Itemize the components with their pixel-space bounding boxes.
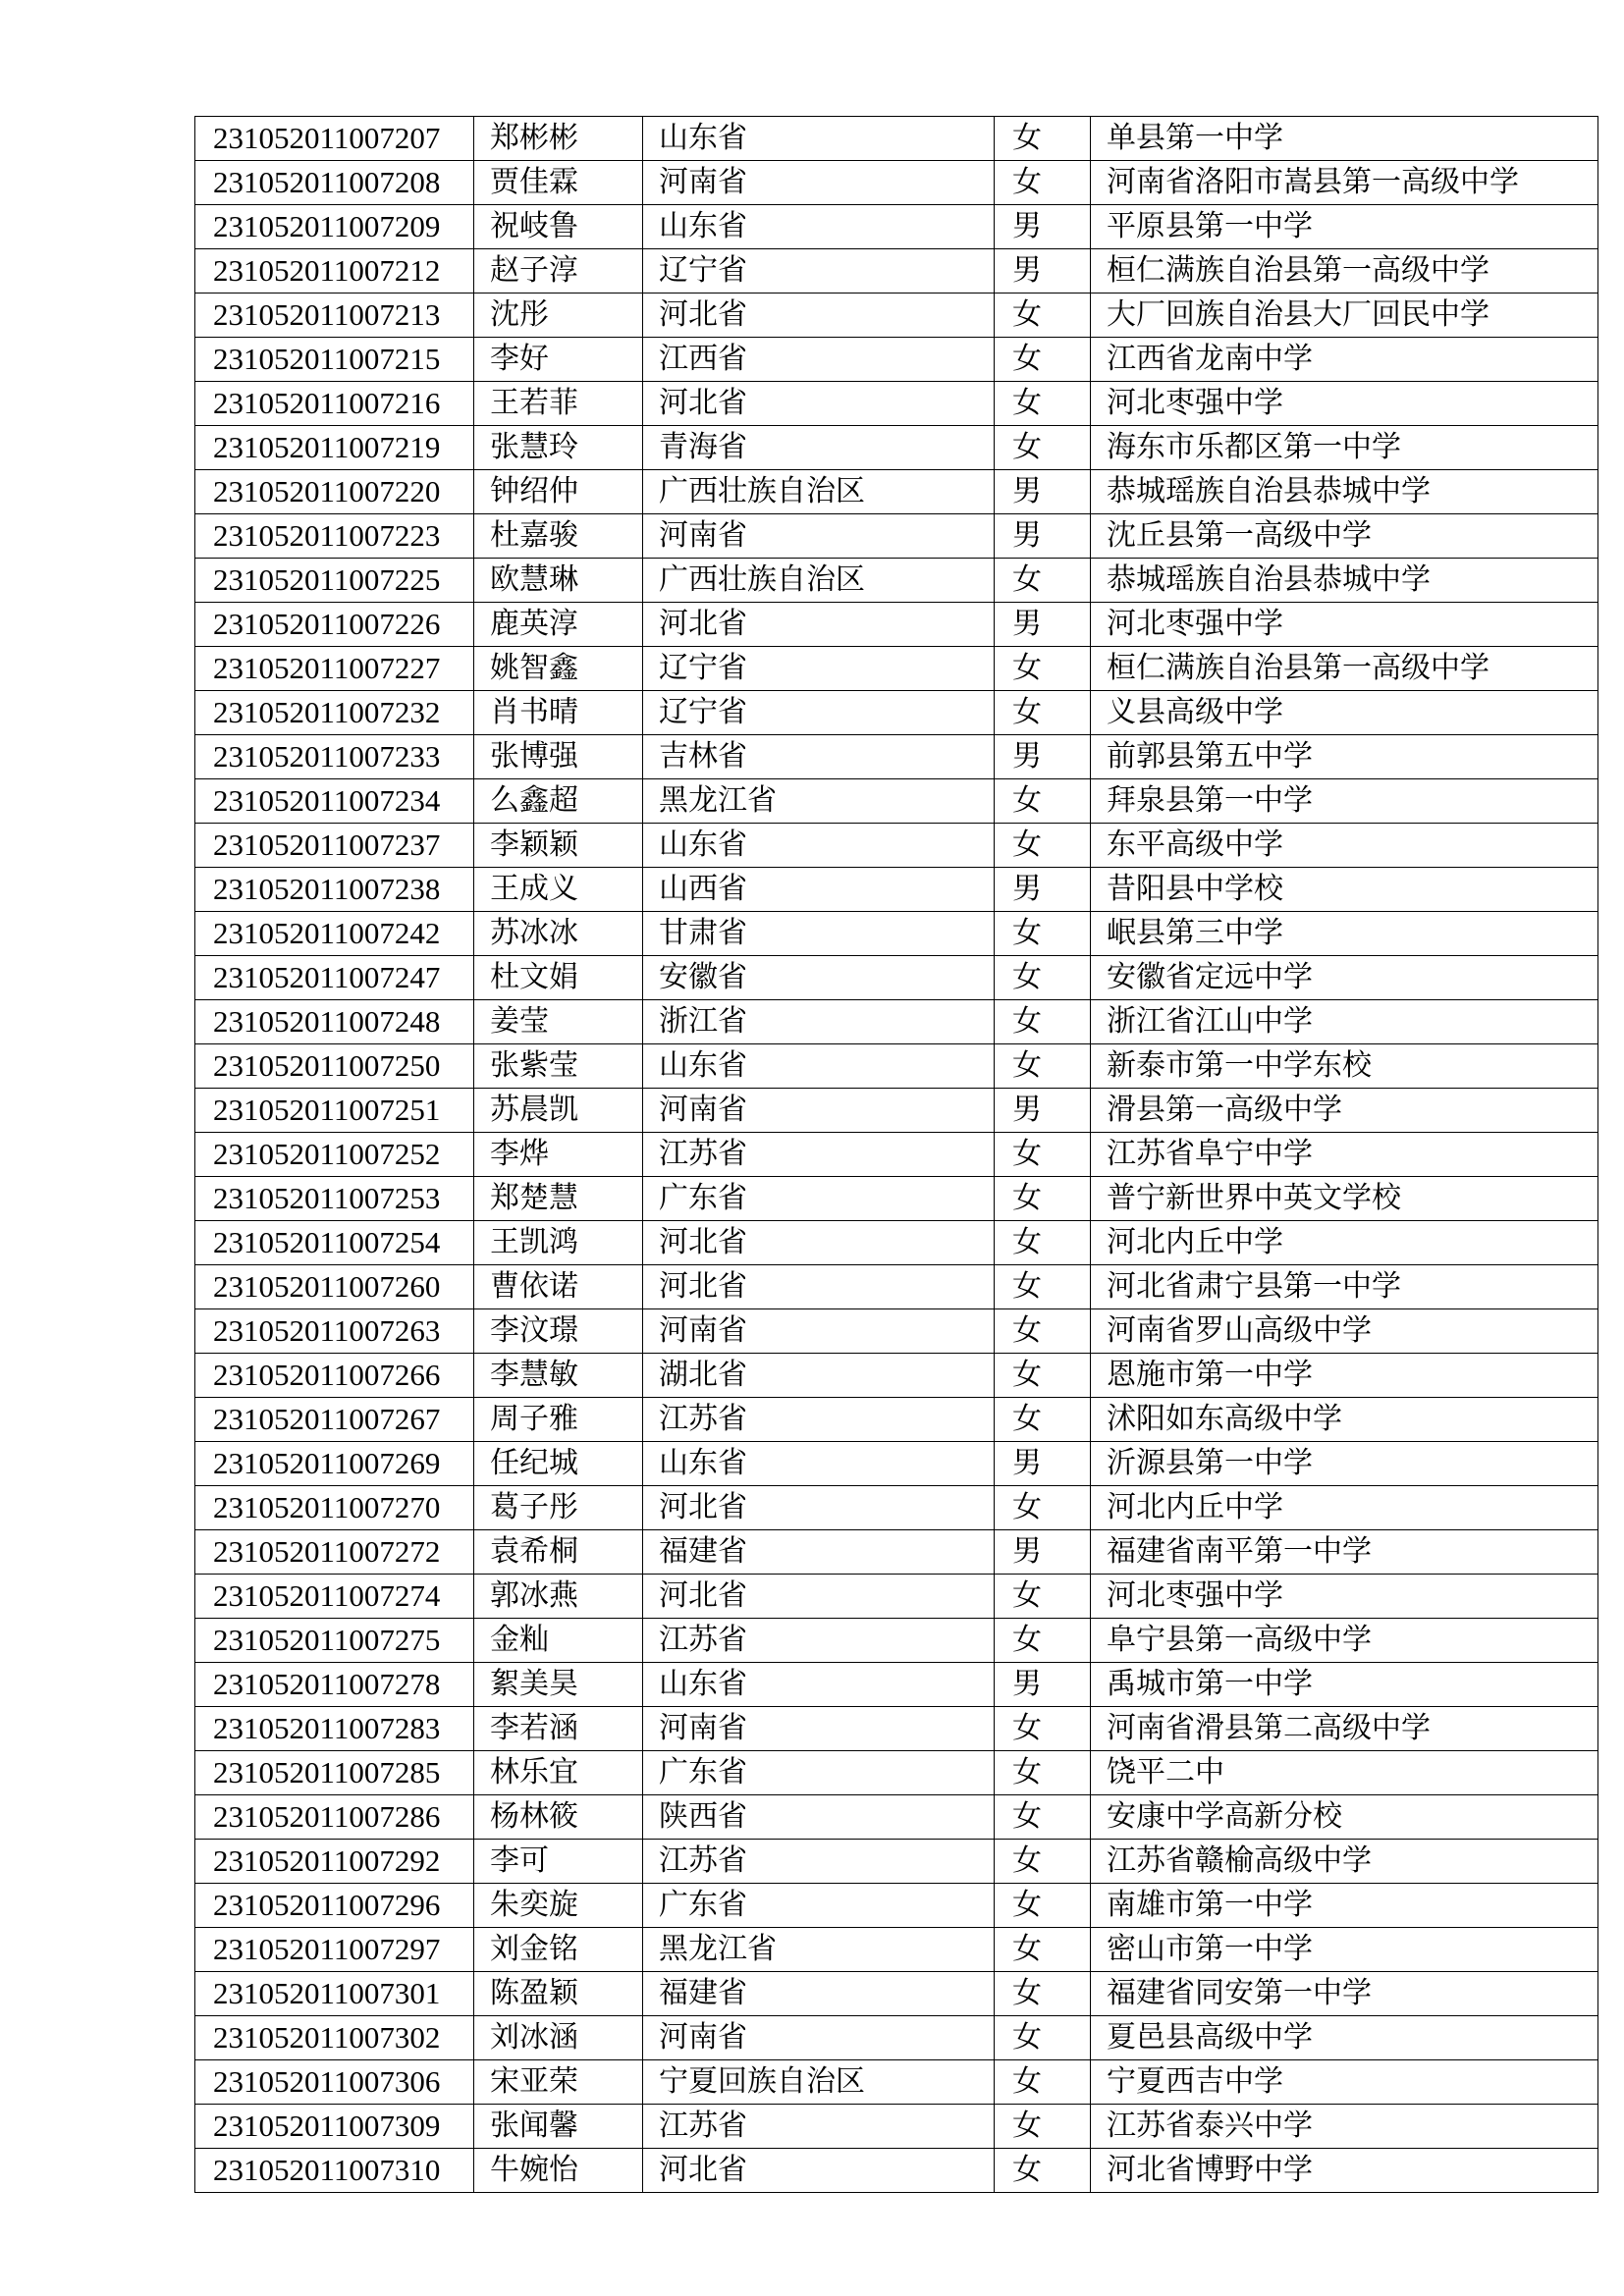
school-cell: 桓仁满族自治县第一高级中学 [1091,647,1598,691]
name-cell: 李若涵 [474,1707,643,1751]
table-row [195,249,1598,294]
gender-cell: 男 [995,603,1091,647]
gender-cell: 女 [995,1398,1091,1442]
name-cell: 李慧敏 [474,1354,643,1398]
table-row [195,338,1598,382]
gender-cell: 女 [995,1000,1091,1044]
province-cell: 广西壮族自治区 [643,470,995,514]
table-row [195,1133,1598,1177]
gender-cell: 男 [995,1442,1091,1486]
student-id-cell: 231052011007212 [195,249,474,294]
student-id-cell: 231052011007251 [195,1089,474,1133]
student-id-cell: 231052011007274 [195,1575,474,1619]
province-cell: 河北省 [643,382,995,426]
gender-cell: 女 [995,338,1091,382]
table-row [195,1044,1598,1089]
province-cell: 福建省 [643,1530,995,1575]
school-cell: 滑县第一高级中学 [1091,1089,1598,1133]
province-cell: 甘肃省 [643,912,995,956]
table-row [195,382,1598,426]
school-cell: 河北内丘中学 [1091,1221,1598,1265]
gender-cell: 女 [995,2149,1091,2193]
gender-cell: 女 [995,647,1091,691]
table-row [195,868,1598,912]
table-row [195,1398,1598,1442]
gender-cell: 女 [995,779,1091,824]
province-cell: 山东省 [643,205,995,249]
school-cell: 安徽省定远中学 [1091,956,1598,1000]
table-row [195,1442,1598,1486]
student-id-cell: 231052011007209 [195,205,474,249]
school-cell: 禹城市第一中学 [1091,1663,1598,1707]
table-row [195,1530,1598,1575]
student-id-cell: 231052011007254 [195,1221,474,1265]
gender-cell: 女 [995,1972,1091,2016]
student-id-cell: 231052011007310 [195,2149,474,2193]
school-cell: 宁夏西吉中学 [1091,2060,1598,2105]
school-cell: 普宁新世界中英文学校 [1091,1177,1598,1221]
gender-cell: 女 [995,2016,1091,2060]
name-cell: 肖书晴 [474,691,643,735]
table-row [195,1000,1598,1044]
student-id-cell: 231052011007292 [195,1840,474,1884]
school-cell: 河北省肃宁县第一中学 [1091,1265,1598,1309]
province-cell: 广东省 [643,1884,995,1928]
student-id-cell: 231052011007234 [195,779,474,824]
province-cell: 河南省 [643,1707,995,1751]
province-cell: 河南省 [643,1089,995,1133]
name-cell: 李可 [474,1840,643,1884]
gender-cell: 女 [995,559,1091,603]
name-cell: 曹依诺 [474,1265,643,1309]
province-cell: 江苏省 [643,1133,995,1177]
school-cell: 沭阳如东高级中学 [1091,1398,1598,1442]
name-cell: 李颖颖 [474,824,643,868]
province-cell: 辽宁省 [643,691,995,735]
province-cell: 浙江省 [643,1000,995,1044]
name-cell: 郭冰燕 [474,1575,643,1619]
province-cell: 江苏省 [643,1398,995,1442]
table-row [195,824,1598,868]
province-cell: 辽宁省 [643,647,995,691]
school-cell: 密山市第一中学 [1091,1928,1598,1972]
table-row [195,2060,1598,2105]
school-cell: 河北枣强中学 [1091,382,1598,426]
student-id-cell: 231052011007309 [195,2105,474,2149]
student-id-cell: 231052011007223 [195,514,474,559]
student-id-cell: 231052011007215 [195,338,474,382]
name-cell: 牛婉怡 [474,2149,643,2193]
student-id-cell: 231052011007238 [195,868,474,912]
name-cell: 鹿英淳 [474,603,643,647]
province-cell: 江西省 [643,338,995,382]
province-cell: 河南省 [643,514,995,559]
school-cell: 河北省博野中学 [1091,2149,1598,2193]
gender-cell: 女 [995,1309,1091,1354]
school-cell: 昔阳县中学校 [1091,868,1598,912]
name-cell: 欧慧琳 [474,559,643,603]
student-id-cell: 231052011007208 [195,161,474,205]
table-row [195,912,1598,956]
gender-cell: 女 [995,691,1091,735]
name-cell: 刘冰涵 [474,2016,643,2060]
province-cell: 河北省 [643,294,995,338]
province-cell: 黑龙江省 [643,1928,995,1972]
school-cell: 江苏省泰兴中学 [1091,2105,1598,2149]
province-cell: 河北省 [643,1265,995,1309]
school-cell: 河北内丘中学 [1091,1486,1598,1530]
name-cell: 杜文娟 [474,956,643,1000]
school-cell: 安康中学高新分校 [1091,1795,1598,1840]
student-id-cell: 231052011007283 [195,1707,474,1751]
name-cell: 苏冰冰 [474,912,643,956]
province-cell: 河北省 [643,603,995,647]
student-id-cell: 231052011007213 [195,294,474,338]
school-cell: 岷县第三中学 [1091,912,1598,956]
table-row [195,691,1598,735]
table-row [195,2149,1598,2193]
province-cell: 吉林省 [643,735,995,779]
student-id-cell: 231052011007237 [195,824,474,868]
student-id-cell: 231052011007216 [195,382,474,426]
student-id-cell: 231052011007297 [195,1928,474,1972]
gender-cell: 男 [995,735,1091,779]
school-cell: 南雄市第一中学 [1091,1884,1598,1928]
gender-cell: 女 [995,1619,1091,1663]
student-id-cell: 231052011007227 [195,647,474,691]
name-cell: 姜莹 [474,1000,643,1044]
gender-cell: 男 [995,868,1091,912]
province-cell: 广西壮族自治区 [643,559,995,603]
gender-cell: 女 [995,2060,1091,2105]
student-id-cell: 231052011007269 [195,1442,474,1486]
gender-cell: 女 [995,824,1091,868]
name-cell: 林乐宜 [474,1751,643,1795]
province-cell: 江苏省 [643,1619,995,1663]
table-row [195,470,1598,514]
school-cell: 拜泉县第一中学 [1091,779,1598,824]
school-cell: 河南省罗山高级中学 [1091,1309,1598,1354]
school-cell: 夏邑县高级中学 [1091,2016,1598,2060]
province-cell: 山东省 [643,1663,995,1707]
gender-cell: 女 [995,294,1091,338]
province-cell: 山东省 [643,1044,995,1089]
gender-cell: 女 [995,117,1091,161]
student-id-cell: 231052011007263 [195,1309,474,1354]
name-cell: 张慧玲 [474,426,643,470]
province-cell: 河北省 [643,1486,995,1530]
school-cell: 河北枣强中学 [1091,603,1598,647]
school-cell: 海东市乐都区第一中学 [1091,426,1598,470]
table-row [195,1707,1598,1751]
student-id-cell: 231052011007272 [195,1530,474,1575]
province-cell: 福建省 [643,1972,995,2016]
name-cell: 宋亚荣 [474,2060,643,2105]
name-cell: 姚智鑫 [474,647,643,691]
student-id-cell: 231052011007278 [195,1663,474,1707]
gender-cell: 女 [995,1221,1091,1265]
student-id-cell: 231052011007232 [195,691,474,735]
school-cell: 大厂回族自治县大厂回民中学 [1091,294,1598,338]
name-cell: 李汶璟 [474,1309,643,1354]
province-cell: 山西省 [643,868,995,912]
table-row [195,1751,1598,1795]
student-id-cell: 231052011007247 [195,956,474,1000]
table-row [195,514,1598,559]
province-cell: 宁夏回族自治区 [643,2060,995,2105]
gender-cell: 女 [995,1707,1091,1751]
name-cell: 王凯鸿 [474,1221,643,1265]
table-row [195,2105,1598,2149]
school-cell: 河南省洛阳市嵩县第一高级中学 [1091,161,1598,205]
name-cell: 李烨 [474,1133,643,1177]
table-row [195,1354,1598,1398]
school-cell: 单县第一中学 [1091,117,1598,161]
table-row [195,1795,1598,1840]
name-cell: 祝岐鲁 [474,205,643,249]
student-id-cell: 231052011007267 [195,1398,474,1442]
student-id-cell: 231052011007207 [195,117,474,161]
gender-cell: 男 [995,1663,1091,1707]
province-cell: 山东省 [643,1442,995,1486]
student-id-cell: 231052011007301 [195,1972,474,2016]
table-row [195,647,1598,691]
table-row [195,1928,1598,1972]
gender-cell: 女 [995,1575,1091,1619]
student-id-cell: 231052011007250 [195,1044,474,1089]
gender-cell: 女 [995,912,1091,956]
province-cell: 湖北省 [643,1354,995,1398]
name-cell: 王若菲 [474,382,643,426]
name-cell: 杨林筱 [474,1795,643,1840]
province-cell: 河南省 [643,161,995,205]
school-cell: 河南省滑县第二高级中学 [1091,1707,1598,1751]
roster-table [194,116,1598,2193]
gender-cell: 男 [995,205,1091,249]
province-cell: 江苏省 [643,2105,995,2149]
name-cell: 张博强 [474,735,643,779]
school-cell: 沂源县第一中学 [1091,1442,1598,1486]
gender-cell: 女 [995,1044,1091,1089]
table-row [195,779,1598,824]
student-id-cell: 231052011007302 [195,2016,474,2060]
school-cell: 东平高级中学 [1091,824,1598,868]
table-row [195,161,1598,205]
school-cell: 恭城瑶族自治县恭城中学 [1091,470,1598,514]
name-cell: 周子雅 [474,1398,643,1442]
student-id-cell: 231052011007260 [195,1265,474,1309]
school-cell: 浙江省江山中学 [1091,1000,1598,1044]
gender-cell: 女 [995,1265,1091,1309]
table-row [195,117,1598,161]
gender-cell: 男 [995,470,1091,514]
province-cell: 青海省 [643,426,995,470]
school-cell: 桓仁满族自治县第一高级中学 [1091,249,1598,294]
table-row [195,1089,1598,1133]
name-cell: 苏晨凯 [474,1089,643,1133]
name-cell: 贾佳霖 [474,161,643,205]
gender-cell: 女 [995,161,1091,205]
province-cell: 山东省 [643,824,995,868]
roster-body [195,117,1598,2193]
table-row [195,1663,1598,1707]
table-row [195,1884,1598,1928]
gender-cell: 女 [995,1928,1091,1972]
table-row [195,1972,1598,2016]
name-cell: 钟绍仲 [474,470,643,514]
name-cell: 絮美昊 [474,1663,643,1707]
gender-cell: 男 [995,249,1091,294]
school-cell: 江苏省阜宁中学 [1091,1133,1598,1177]
name-cell: 郑彬彬 [474,117,643,161]
school-cell: 江苏省赣榆高级中学 [1091,1840,1598,1884]
gender-cell: 男 [995,514,1091,559]
school-cell: 福建省南平第一中学 [1091,1530,1598,1575]
student-id-cell: 231052011007285 [195,1751,474,1795]
province-cell: 河南省 [643,2016,995,2060]
table-row [195,1840,1598,1884]
gender-cell: 女 [995,1354,1091,1398]
student-id-cell: 231052011007225 [195,559,474,603]
table-row [195,956,1598,1000]
province-cell: 河北省 [643,1221,995,1265]
province-cell: 河南省 [643,1309,995,1354]
table-row [195,603,1598,647]
province-cell: 河北省 [643,1575,995,1619]
gender-cell: 女 [995,1751,1091,1795]
student-id-cell: 231052011007248 [195,1000,474,1044]
gender-cell: 女 [995,1884,1091,1928]
table-row [195,1575,1598,1619]
table-row [195,1221,1598,1265]
school-cell: 义县高级中学 [1091,691,1598,735]
school-cell: 前郭县第五中学 [1091,735,1598,779]
table-row [195,294,1598,338]
gender-cell: 女 [995,1486,1091,1530]
gender-cell: 女 [995,1795,1091,1840]
gender-cell: 女 [995,956,1091,1000]
name-cell: 刘金铭 [474,1928,643,1972]
school-cell: 沈丘县第一高级中学 [1091,514,1598,559]
student-id-cell: 231052011007296 [195,1884,474,1928]
name-cell: 王成义 [474,868,643,912]
school-cell: 河北枣强中学 [1091,1575,1598,1619]
name-cell: 陈盈颖 [474,1972,643,2016]
table-row [195,1309,1598,1354]
student-id-cell: 231052011007270 [195,1486,474,1530]
province-cell: 山东省 [643,117,995,161]
name-cell: 朱奕旋 [474,1884,643,1928]
province-cell: 江苏省 [643,1840,995,1884]
table-row [195,2016,1598,2060]
student-id-cell: 231052011007233 [195,735,474,779]
table-row [195,735,1598,779]
gender-cell: 女 [995,2105,1091,2149]
student-id-cell: 231052011007219 [195,426,474,470]
table-row [195,1177,1598,1221]
school-cell: 恩施市第一中学 [1091,1354,1598,1398]
student-id-cell: 231052011007226 [195,603,474,647]
student-id-cell: 231052011007252 [195,1133,474,1177]
name-cell: 赵子淳 [474,249,643,294]
student-id-cell: 231052011007266 [195,1354,474,1398]
school-cell: 江西省龙南中学 [1091,338,1598,382]
name-cell: 李好 [474,338,643,382]
name-cell: 么鑫超 [474,779,643,824]
student-id-cell: 231052011007275 [195,1619,474,1663]
table-row [195,559,1598,603]
gender-cell: 男 [995,1530,1091,1575]
name-cell: 张闻馨 [474,2105,643,2149]
gender-cell: 女 [995,382,1091,426]
province-cell: 黑龙江省 [643,779,995,824]
name-cell: 任纪城 [474,1442,643,1486]
table-row [195,1619,1598,1663]
gender-cell: 女 [995,1177,1091,1221]
name-cell: 金籼 [474,1619,643,1663]
student-id-cell: 231052011007306 [195,2060,474,2105]
name-cell: 杜嘉骏 [474,514,643,559]
student-id-cell: 231052011007286 [195,1795,474,1840]
gender-cell: 男 [995,1089,1091,1133]
province-cell: 陕西省 [643,1795,995,1840]
name-cell: 袁希桐 [474,1530,643,1575]
name-cell: 葛子彤 [474,1486,643,1530]
gender-cell: 女 [995,1133,1091,1177]
table-row [195,426,1598,470]
name-cell: 张紫莹 [474,1044,643,1089]
table-row [195,1265,1598,1309]
table-row [195,205,1598,249]
province-cell: 辽宁省 [643,249,995,294]
table-row [195,1486,1598,1530]
name-cell: 郑楚慧 [474,1177,643,1221]
student-id-cell: 231052011007242 [195,912,474,956]
school-cell: 福建省同安第一中学 [1091,1972,1598,2016]
name-cell: 沈彤 [474,294,643,338]
school-cell: 阜宁县第一高级中学 [1091,1619,1598,1663]
school-cell: 恭城瑶族自治县恭城中学 [1091,559,1598,603]
school-cell: 新泰市第一中学东校 [1091,1044,1598,1089]
student-id-cell: 231052011007253 [195,1177,474,1221]
province-cell: 河北省 [643,2149,995,2193]
province-cell: 安徽省 [643,956,995,1000]
gender-cell: 女 [995,426,1091,470]
school-cell: 平原县第一中学 [1091,205,1598,249]
school-cell: 饶平二中 [1091,1751,1598,1795]
province-cell: 广东省 [643,1177,995,1221]
student-id-cell: 231052011007220 [195,470,474,514]
province-cell: 广东省 [643,1751,995,1795]
gender-cell: 女 [995,1840,1091,1884]
